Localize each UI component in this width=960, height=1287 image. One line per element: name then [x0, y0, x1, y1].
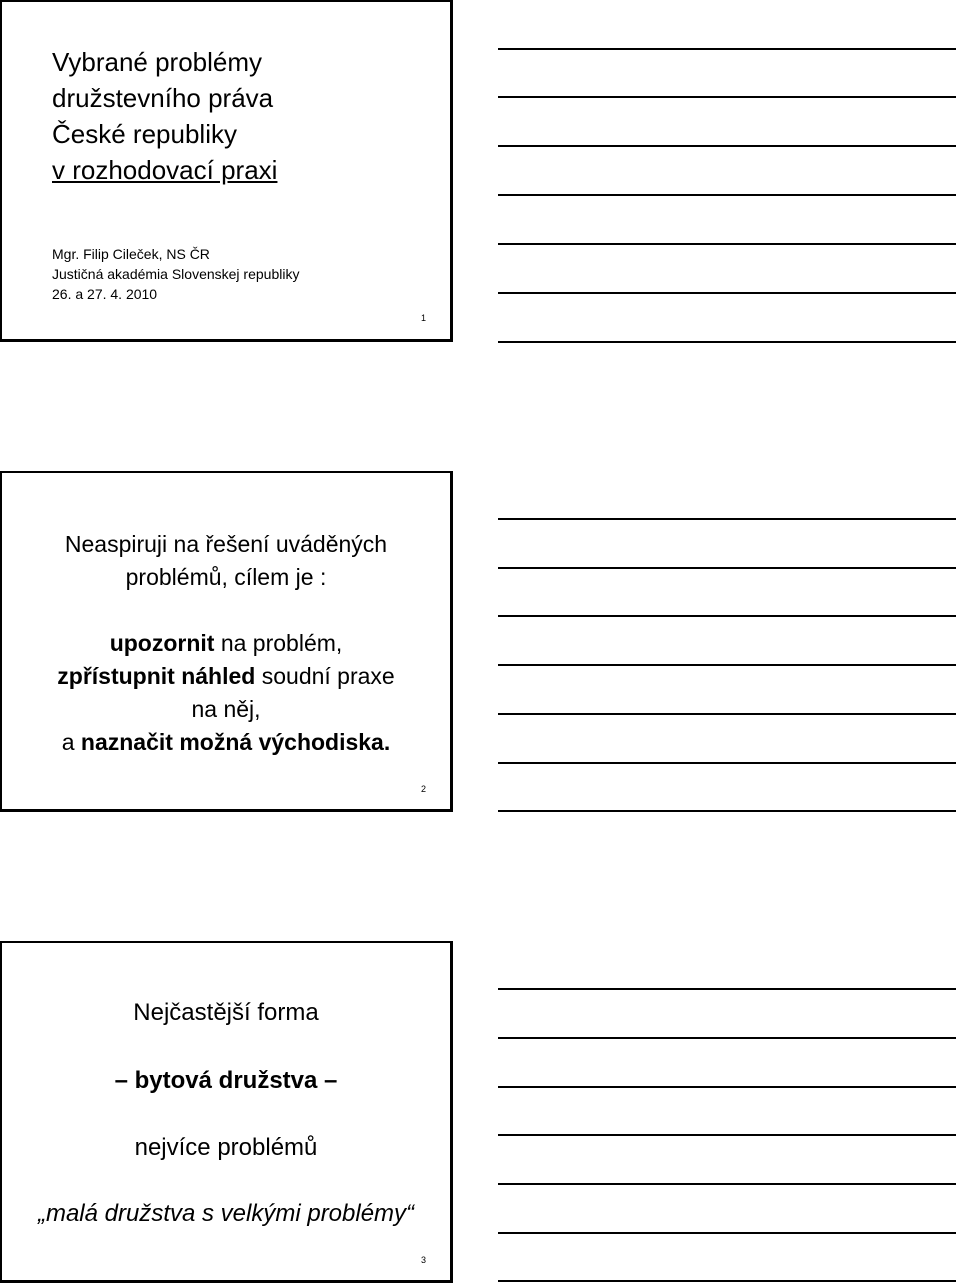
note-line — [498, 1280, 956, 1282]
body-line-1: Neaspiruji na řešení uváděných — [64, 531, 388, 557]
body-line-3 — [2, 627, 450, 660]
note-line — [498, 664, 956, 666]
body-line-4-bold: zpřístupnit náhled — [57, 663, 256, 689]
body-line-4 — [2, 660, 450, 693]
note-line — [498, 48, 956, 50]
slide-3-line-4: „malá družstva s velkými problémy“ — [37, 1200, 415, 1227]
title-line-3: České republiky — [52, 119, 237, 149]
slide-number: 3 — [420, 1255, 426, 1265]
body-line-3-bold: upozornit — [109, 630, 215, 656]
title-line-4: v rozhodovací praxi — [52, 155, 278, 185]
slide-3 — [0, 941, 453, 1283]
slide-number: 2 — [420, 784, 426, 794]
slide-3-line-1: Nejčastější forma — [133, 999, 319, 1026]
institution-line: Justičná akadémia Slovenskej republiky — [52, 266, 300, 282]
note-line — [498, 1232, 956, 1234]
note-line — [498, 194, 956, 196]
slide-3-line-3: nejvíce problémů — [134, 1134, 318, 1161]
date-line: 26. a 27. 4. 2010 — [52, 286, 158, 302]
note-line — [498, 145, 956, 147]
slide-1 — [0, 0, 453, 342]
body-line-5: na něj, — [191, 696, 261, 722]
body-line-6-pre: a — [61, 729, 81, 755]
slide-1-title — [52, 44, 277, 188]
slide-1-author-info — [52, 244, 299, 304]
body-line-2: problémů, cílem je : — [125, 564, 327, 590]
note-line — [498, 567, 956, 569]
slide-3-line-2: – bytová družstva – — [114, 1067, 338, 1094]
note-line — [498, 518, 956, 520]
body-line-4-rest: soudní praxe — [255, 663, 395, 689]
note-line — [498, 615, 956, 617]
title-line-1: Vybrané problémy — [52, 47, 263, 77]
note-line — [498, 1134, 956, 1136]
note-line — [498, 1086, 956, 1088]
slide-2-body — [2, 528, 450, 759]
note-line — [498, 96, 956, 98]
slide-number: 1 — [420, 313, 426, 323]
note-line — [498, 713, 956, 715]
note-line — [498, 810, 956, 812]
slide-2 — [0, 471, 453, 812]
note-line — [498, 1037, 956, 1039]
note-line — [498, 1183, 956, 1185]
body-line-6-bold: naznačit možná východiska. — [80, 729, 391, 755]
body-gap — [2, 594, 450, 627]
body-line-6 — [2, 726, 450, 759]
author-line: Mgr. Filip Cileček, NS ČR — [52, 246, 210, 262]
note-line — [498, 762, 956, 764]
title-line-2: družstevního práva — [52, 83, 274, 113]
note-line — [498, 988, 956, 990]
body-line-3-rest: na problém, — [214, 630, 343, 656]
note-line — [498, 341, 956, 343]
note-line — [498, 292, 956, 294]
note-line — [498, 243, 956, 245]
